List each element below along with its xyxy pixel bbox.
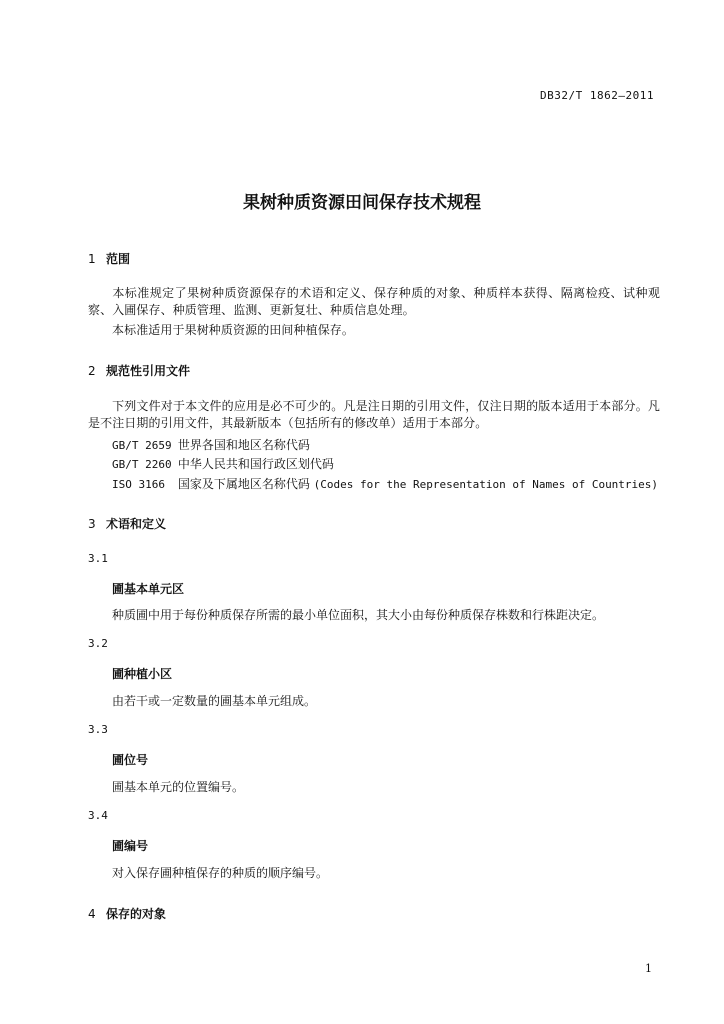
term-number: 3.4 bbox=[88, 809, 108, 822]
section-1-heading bbox=[88, 250, 130, 267]
term-definition: 种质圃中用于每份种质保存所需的最小单位面积，其大小由每份种质保存株数和行株距决定。 bbox=[112, 608, 605, 622]
term-name: 圃位号 bbox=[112, 753, 149, 767]
section-1-paragraph-2: 本标准适用于果树种质资源的田间种植保存。 bbox=[112, 323, 355, 337]
term-name: 圃编号 bbox=[112, 839, 149, 853]
page-number: 1 bbox=[645, 962, 652, 975]
section-2-paragraph-1: 下列文件对于本文件的应用是必不可少的。凡是注日期的引用文件，仅注日期的版本适用于本部分。凡是不注日期的引用文件，其最新版本（包括所有的修改单）适用于本部分。 bbox=[88, 399, 660, 430]
term-name: 圃基本单元区 bbox=[112, 582, 185, 596]
section-number: 2 bbox=[88, 364, 96, 378]
term-number: 3.2 bbox=[88, 637, 108, 650]
term-definition: 由若干或一定数量的圃基本单元组成。 bbox=[112, 694, 317, 708]
section-title: 规范性引用文件 bbox=[106, 364, 191, 378]
term-name: 圃种植小区 bbox=[112, 667, 173, 681]
section-number: 4 bbox=[88, 907, 96, 921]
section-4-heading bbox=[88, 905, 166, 922]
section-title: 范围 bbox=[106, 252, 131, 266]
term-number: 3.1 bbox=[88, 552, 108, 565]
section-number: 1 bbox=[88, 252, 96, 266]
term-number: 3.3 bbox=[88, 723, 108, 736]
term-definition: 圃基本单元的位置编号。 bbox=[112, 780, 245, 794]
section-3-heading bbox=[88, 515, 166, 532]
reference-item: ISO 3166 国家及下属地区名称代码 (Codes for the Representation of Names of Countries) bbox=[112, 477, 659, 491]
document-title: 果树种质资源田间保存技术规程 bbox=[243, 193, 481, 213]
term-definition: 对入保存圃种植保存的种质的顺序编号。 bbox=[112, 866, 329, 880]
document-number: DB32/T 1862—2011 bbox=[540, 89, 654, 102]
section-title: 保存的对象 bbox=[106, 907, 167, 921]
section-title: 术语和定义 bbox=[106, 517, 167, 531]
section-1-paragraph-1: 本标准规定了果树种质资源保存的术语和定义、保存种质的对象、种质样本获得、隔离检疫、试种观察、入圃保存、种质管理、监测、更新复壮、种质信息处理。 bbox=[88, 286, 660, 317]
section-number: 3 bbox=[88, 517, 96, 531]
reference-item: GB/T 2659 世界各国和地区名称代码 bbox=[112, 438, 310, 452]
section-2-heading bbox=[88, 362, 190, 379]
reference-item: GB/T 2260 中华人民共和国行政区划代码 bbox=[112, 457, 334, 471]
